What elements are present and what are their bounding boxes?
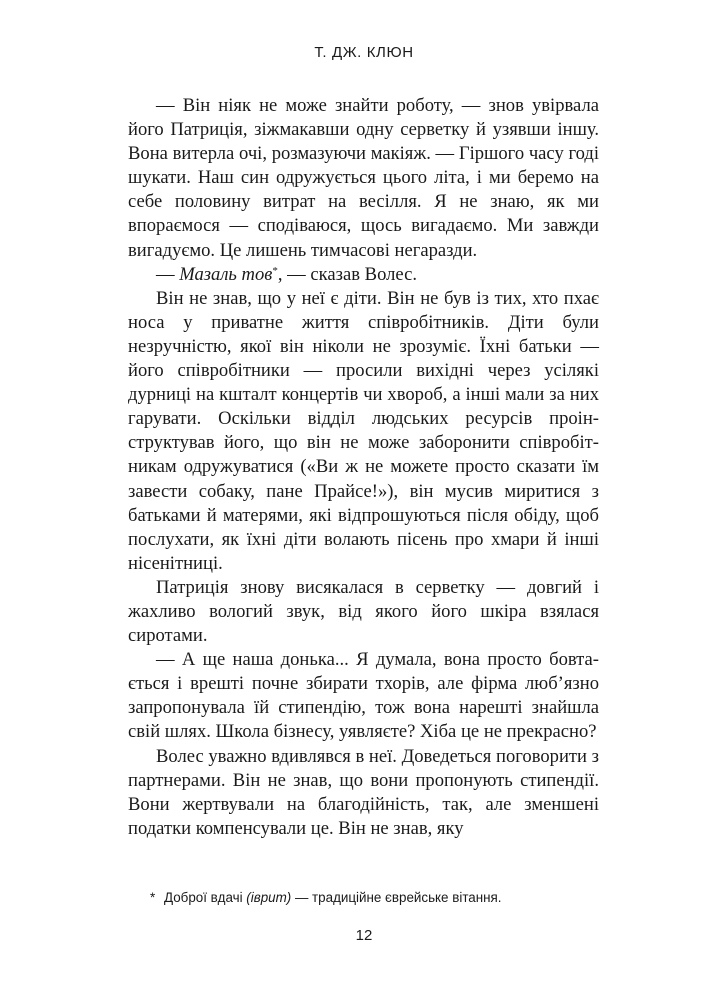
footnote <box>150 889 604 907</box>
footnote-text-after: — традиційне єврейське вітання. <box>291 890 502 905</box>
paragraph-6: Волес уважно вдивлявся в неї. Доведеться поговорити з партнерами. Він не знав, що вони пропонують стипендії. Вони жертвували на благодійність, так, але зменшені податки компенсували це. Він не знав, яку <box>128 745 599 839</box>
paragraph-4: Патриція знову висякалася в серветку — довгий і жахливо вологий звук, від якого його шкіра взялася сиротами. <box>128 576 599 647</box>
italic-phrase: Мазаль тов <box>179 263 273 285</box>
body-text <box>128 94 599 841</box>
footnote-reference[interactable]: * <box>272 264 278 277</box>
paragraph-5: — А ще наша донька... Я думала, вона просто бовтається і врешті почне збирати тхорів, але фірма люб’язно запропонувала їй стипендію, тож вона нарешті знайшла свій шлях. Школа бізнесу, уявляєте? Хіба це не прекрасно? <box>128 649 599 743</box>
dialogue-dash: — <box>156 263 180 285</box>
footnote-mark: * <box>150 890 156 905</box>
page-number: 12 <box>355 927 373 944</box>
running-head: Т. ДЖ. КЛЮН <box>314 44 414 61</box>
paragraph-2-rest: , — сказав Волес. <box>277 263 418 285</box>
paragraph-1: — Він ніяк не може знайти роботу, — знов увірвала його Патриція, зіжмакавши одну серветку й узявши іншу. Вона витерла очі, розмазуючи макіяж. — Гіршого часу годі шукати. Наш син одружується цього літа, і ми беремо на себе половину витрат на весілля. Я не знаю, як ми впораємося — сподіваюся, щось вигадаємо. Ми завжди вигадуємо. Це лишень тимчасові негаразди. <box>128 95 599 261</box>
paragraph-2 <box>128 263 599 287</box>
footnote-text-italic: (іврит) <box>246 890 292 905</box>
paragraph-3: Він не знав, що у неї є діти. Він не був із тих, хто пхає носа у приватне життя співробітників. Діти були незручністю, якої він ніколи не зрозуміє. Їхні батьки — його співробітники — просили вихідні через усілякі дурниці на кшталт концертів чи хвороб, а іншi мали за них гарувати. Оскільки відділ людських ресурсів проінструктував його, що він не може заборонити співробітникам одружуватися («Ви ж не можете просто сказати їм завести собаку, пане Прайсе!»), він мусив миритися з батьками й матерями, які відпрошуються після обіду, щоб послухати, як їхні діти волають пісень про хмари й інші нісенітниці. <box>128 287 599 574</box>
footnote-text-before: Доброї вдачі <box>164 890 247 905</box>
